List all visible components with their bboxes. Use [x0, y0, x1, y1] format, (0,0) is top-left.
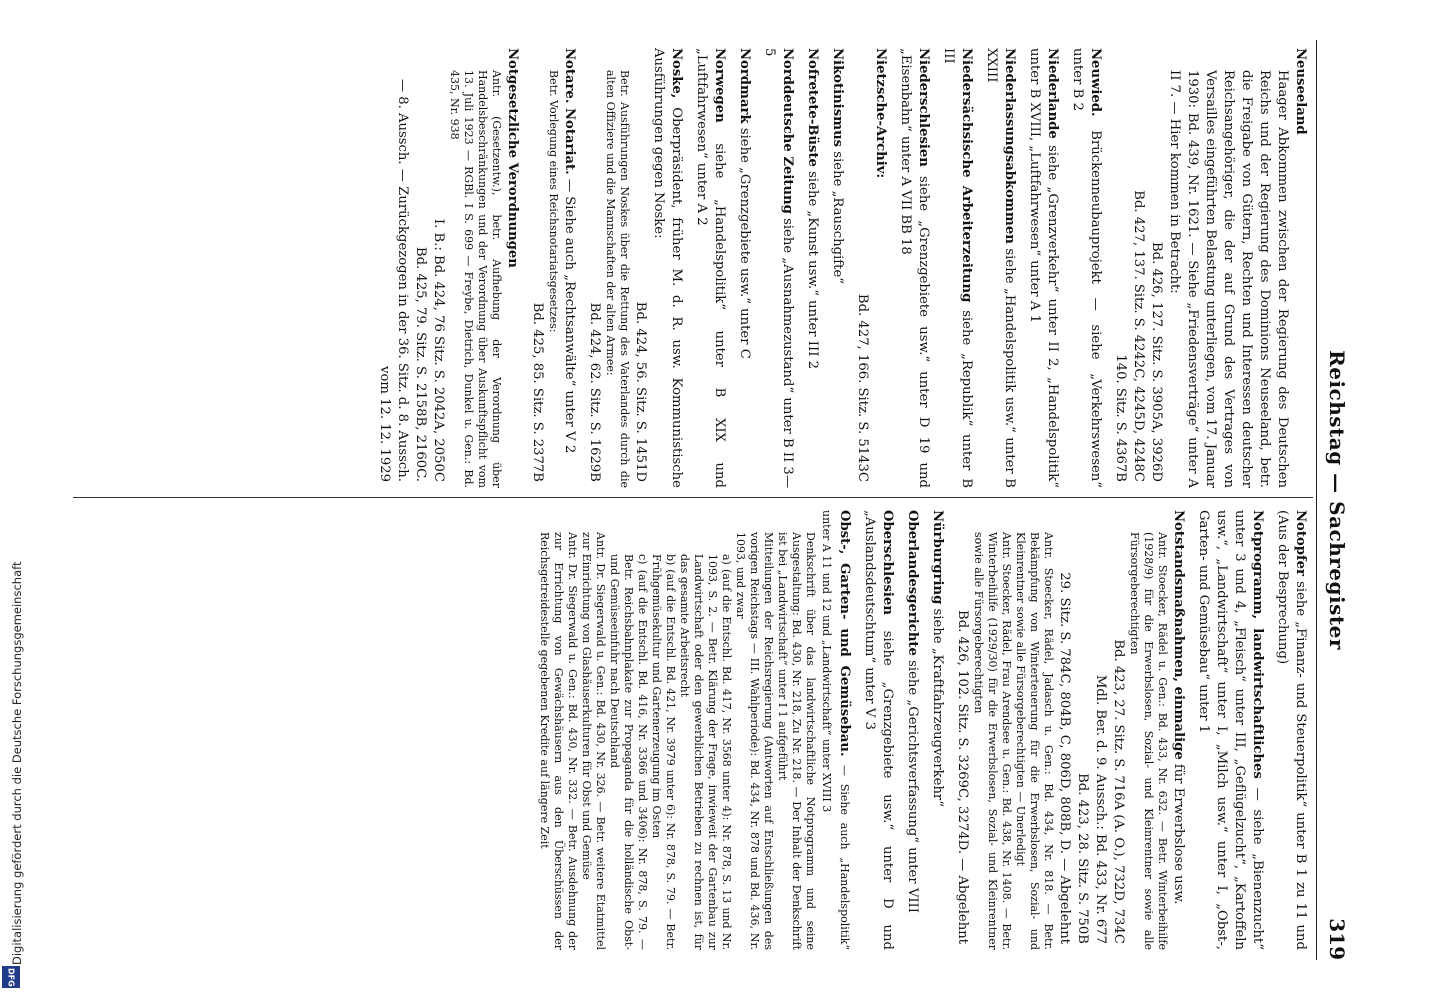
- entry-reference: 140. Sitz. S. 4367B: [1113, 354, 1128, 482]
- entry-heading: Notprogramm, landwirtschaftliches: [1250, 510, 1265, 779]
- entry-noske: [585, 48, 685, 488]
- entry-heading: Oberschlesien: [880, 510, 895, 615]
- entry-text: Haager Abkommen zwischen der Regierung des Deutschen Reichs und der Regierung des Dominions Neuseeland, betr. die Freigabe von Gütern, Rechten und Interessen deutscher Reichsangehöriger, die der auf Grund des Vertrages von Versailles eingeführten Belastung unterliegen, vom 17. Januar 1930: Bd. 439, Nr. 1621. — Siehe „Friedensverträge“ unter A II 7. — Hier kommen in Betracht:: [1167, 70, 1290, 488]
- register-page: [63, 0, 1363, 1000]
- entry-text: siehe „Handelspolitik usw.“ unter B XXIII: [984, 48, 1017, 488]
- list-item: a) (auf die Entschl. Bd. 417, Nr. 3568 unter 4): Nr. 878, S. 13 und Nr. 1093, S. 2. — Betr. Klärung der Frage, inwieweit der Gartenbau zur Landwirtschaft oder den gewerblichen Betrieben zu rechnen ist, für das gesamte Arbeitsrecht: [678, 554, 733, 950]
- entry-reference: Bd. 424, 62. Sitz. S. 1629B: [587, 302, 602, 482]
- entry-heading: Niederlande: [1045, 48, 1060, 139]
- entry-notgesetzliche-verordnungen: [375, 48, 521, 488]
- entry-text: Betr. Vorlegung eines Reichsnotariatsgesetzes:: [547, 70, 560, 333]
- entry-text: siehe „Kraftfahrzeugverkehr“: [930, 608, 945, 807]
- entry-text: für Erwerbslose usw.: [1171, 763, 1186, 905]
- entry-niedersaechsische-arbeiterzeitung: [939, 48, 975, 488]
- left-column: [368, 48, 1309, 488]
- entry-heading: Noske,: [669, 48, 684, 99]
- page-number: 319: [1325, 918, 1349, 960]
- entry-oberschlesien: [860, 510, 896, 950]
- entry-nikotinismus: [828, 48, 846, 488]
- entry-oberlandesgerichte: [903, 510, 921, 950]
- entry-text: siehe „Grenzgebiete usw.“ unter D 19 und „Eisenbahn“ unter A VII BB 18: [898, 48, 931, 488]
- entry-reference: Bd. 425, 85. Sitz. S. 2377B: [530, 302, 545, 482]
- entry-heading: Notgesetzliche Verordnungen: [505, 48, 520, 268]
- entry-reference: I. B.: Bd. 424, 76 Sitz. S. 2042A, 2050C: [431, 218, 446, 482]
- right-column: [530, 510, 1309, 950]
- entry-reference: Bd. 426, 127. Sitz. S. 3905A, 3926D: [1149, 241, 1164, 482]
- entry-niederschlesien: [896, 48, 932, 488]
- entry-reference: Bd. 423, 27. Sitz. S. 716A (A. O.), 732D, 734C: [1111, 639, 1126, 944]
- entry-heading: Notare. Notariat.: [562, 48, 577, 175]
- list-item: c) (auf die Entschl. Bd. 416, Nr. 3366 und 3406): Nr. 878, S. 79. — Betr. Reichsbahnplakate zur Propaganda für die holländische Obst- und Gemüseeinfuhr nach Deutschland: [608, 554, 649, 950]
- entry-notstandsmassnahmen: [953, 510, 1187, 950]
- column-divider: [73, 497, 1313, 498]
- entry-heading: Niedersächsische Arbeiterzeitung: [959, 48, 974, 303]
- entry-norwegen: [692, 48, 728, 488]
- entry-text: siehe „Rauschgifte“: [830, 151, 845, 285]
- entry-heading: Niederschlesien: [916, 48, 931, 167]
- entry-heading: Notopfer: [1293, 510, 1308, 576]
- entry-text: siehe „Kunst usw.“ unter III 2: [805, 171, 820, 369]
- entry-reference: — 8. Aussch. — Zurückgezogen in der 36. Sitz. d. 8. Aussch. vom 12. 12. 1929: [377, 78, 410, 482]
- list-item: Denkschrift über das landwirtschaftliche Notprogramm und seine Ausgestaltung: Bd. 430, Nr. 218, Zu Nr. 218. — Der Inhalt der Denkschrift ist bei „Landwirtschaft“ unter I 1 aufgeführt: [776, 532, 817, 950]
- entry-heading: Neuseeland: [1293, 48, 1308, 135]
- entry-neuseeland: [1111, 48, 1309, 488]
- list-item: Antr. Stoecker, Rädel u. Gen.: Bd. 433, Nr. 632. — Betr. Winterbeihilfe (1928/9) für die Erwerbslosen, Sozial- und Kleinrentner sowie alle Fürsorgeberechtigten: [1128, 532, 1169, 950]
- entry-heading: Norddeutsche Zeitung: [780, 48, 795, 214]
- list-item: Antr. Stoecker, Rädel, Jadasch u. Gen.: Bd. 434, Nr. 818. — Betr. Bekämpfung von Winterteuerung für die Erwerbslosen, Sozial- und Kleinrentner sowie alle Fürsorgeberechtigten — Unerledigt: [1014, 532, 1055, 950]
- entry-text: Oberpräsident, früher M. d. R. usw. Kommunistische Ausführungen gegen Noske:: [651, 48, 684, 488]
- entry-reference: 29. Sitz. S. 784C, 804B, C, 806D, 808B, D. — Abgelehnt: [1057, 572, 1072, 944]
- entry-reference: Mdl. Ber. d. 9. Aussch.: Bd. 433, Nr. 677: [1093, 674, 1108, 944]
- entry-heading: Nofretete-Büste: [805, 48, 820, 167]
- entry-notprogramm: [1194, 510, 1266, 950]
- running-title: Reichstag — Sachregister: [1325, 350, 1349, 650]
- entry-nofretete-bueste: [803, 48, 821, 488]
- entry-text: Brückenneubauprojekt — siehe „Verkehrswesen“ unter B 2: [1070, 48, 1103, 488]
- entry-heading: Neuwied.: [1088, 48, 1103, 117]
- entry-text: siehe „Grenzgebiete usw.“ unter C: [737, 127, 752, 359]
- entry-heading: Niederlassungsabkommen: [1002, 48, 1017, 244]
- entry-reference: Bd. 424, 56. Sitz. S. 1451D: [633, 301, 648, 482]
- entry-text: siehe „Gerichtsverfassung“ unter VIII: [905, 660, 920, 913]
- entry-heading: Nordmark: [737, 48, 752, 124]
- entry-neuwied: [1068, 48, 1104, 488]
- entry-niederlande: [1025, 48, 1061, 488]
- list-item: Antr. Dr. Siegerwald u. Gen.: Bd. 430, Nr. 332. — Betr. Ausdehnung der zur Errichtung von Gewächshäusern aus den Überschüssen der Reichsgetreidestelle gegebenen Kredite auf längere Zeit: [538, 532, 579, 950]
- entry-notare: [528, 48, 578, 488]
- entry-heading: Nietzsche-Archiv:: [873, 48, 888, 179]
- entry-heading: Obst-, Garten- und Gemüsebau.: [837, 510, 852, 757]
- entry-niederlassungsabkommen: [982, 48, 1018, 488]
- entry-text: siehe „Ausnahmezustand“ unter B II 3—5: [762, 48, 795, 489]
- entry-heading: Nürburgring: [930, 510, 945, 605]
- entry-text: siehe „Finanz- und Steuerpolitik“ unter B 1 zu 11 und (Aus der Besprechung): [1275, 510, 1308, 950]
- entry-text: Antr. (Gesetzentw.), betr. Aufhebung der Verordnung über Handelsbeschränkungen und der Verordnung über Auskunftspflicht vom 13. Juli 1923 — RGBl. I S. 699 — Freybe, Dietrich, Dunkel u. Gen.: Bd. 435, Nr. 938: [448, 70, 503, 488]
- entry-text: — Siehe auch „Handelspolitik“ unter A 11 und 12 und „Landwirtschaft“ unter XVIII 3: [820, 510, 851, 950]
- header-rule: [1316, 40, 1317, 960]
- dfg-logo: DFG: [2, 966, 20, 988]
- entry-text: — siehe „Bienenzucht“ unter 3 und 4, „Fleisch“ unter III, „Geflügelzucht“, „Kartoffeln usw.“, „Landwirtschaft“ unter I, „Milch usw.“ unter I, „Obst-, Garten- und Gemüsebau“ unter 1: [1196, 510, 1265, 950]
- entry-heading: Oberlandesgerichte: [905, 510, 920, 656]
- entry-norddeutsche-zeitung: [760, 48, 796, 488]
- entry-text: siehe „Republik“ unter B III: [941, 48, 974, 489]
- entry-nietzsche-archiv: [853, 48, 889, 488]
- entry-text: siehe „Grenzverkehr“ unter II 2, „Handelspolitik“ unter B XVIII, „Luftfahrwesen“ unter A 1: [1027, 48, 1060, 488]
- entry-reference: Bd. 427, 137. Sitz. S. 4242C, 4245D, 4248C: [1131, 190, 1146, 482]
- entry-reference: Bd. 425, 79. Sitz. S. 2158B, 2160C.: [413, 246, 428, 482]
- list-item: Antr. Stoecker, Rädel, Frau Arendsee u. Gen.: Bd. 438, Nr. 1408. — Betr. Winterbeihilfe (1929/30) für die Erwerbslosen, Sozial- und Kleinrentner sowie alle Fürsorgeberechtigten: [972, 532, 1013, 950]
- entry-text: siehe „Handelspolitik“ unter B XIX und „Luftfahrwesen“ unter A 2: [694, 48, 727, 488]
- entry-heading: Nikotinismus: [830, 48, 845, 148]
- entry-notopfer: [1273, 510, 1309, 950]
- list-item: Antr. Dr. Siegerwald u. Gen.: Bd. 430, Nr. 326. — Betr. weitere Etatmittel zur Einrichtung von Glashäuserkulturen für Obst und Gemüse: [580, 532, 607, 950]
- entry-heading: Notstandsmaßnahmen, einmalige: [1171, 510, 1186, 760]
- dfg-credit: Digitalisierung gefördert durch die Deutsche Forschungsgemeinschaft: [10, 561, 24, 965]
- page-header: [1315, 40, 1355, 960]
- entry-heading: Norwegen: [712, 48, 727, 123]
- entry-reference: Bd. 427, 166. Sitz. S. 5143C: [855, 293, 870, 482]
- entry-reference: Bd. 423, 28. Sitz. S. 750B: [1075, 773, 1090, 944]
- entry-text: Betr. Ausführungen Noskes über die Rettung des Vaterlandes durch die alten Offiziere und die Mannschaften der alten Armee:: [604, 70, 631, 488]
- entry-nordmark: [735, 48, 753, 488]
- list-item: Mitteilungen der Reichsregierung (Antworten auf Entschließungen des vorigen Reichstags — III. Wahlperiode): Bd. 434, Nr. 878 und Bd. 436, Nr. 1093, und zwar: [734, 532, 775, 950]
- list-item: b) (auf die Entschl. Bd. 421, Nr. 3979 unter 6): Nr. 878, S. 79. — Betr. Frühgemüsekultur und Gartenerzeugung im Osten: [650, 554, 677, 950]
- entry-nuerburgring: [928, 510, 946, 950]
- entry-text: siehe „Grenzgebiete usw.“ unter D und „Auslandsdeutschtum“ unter V 3: [862, 510, 895, 950]
- entry-obst-garten-gemuesebau: [537, 510, 853, 950]
- entry-text: — Siehe auch „Rechtsanwälte“ unter V 2: [562, 178, 577, 454]
- entry-reference: Bd. 426, 102. Sitz. S. 3269C, 3274D. — Abgelehnt: [955, 610, 970, 944]
